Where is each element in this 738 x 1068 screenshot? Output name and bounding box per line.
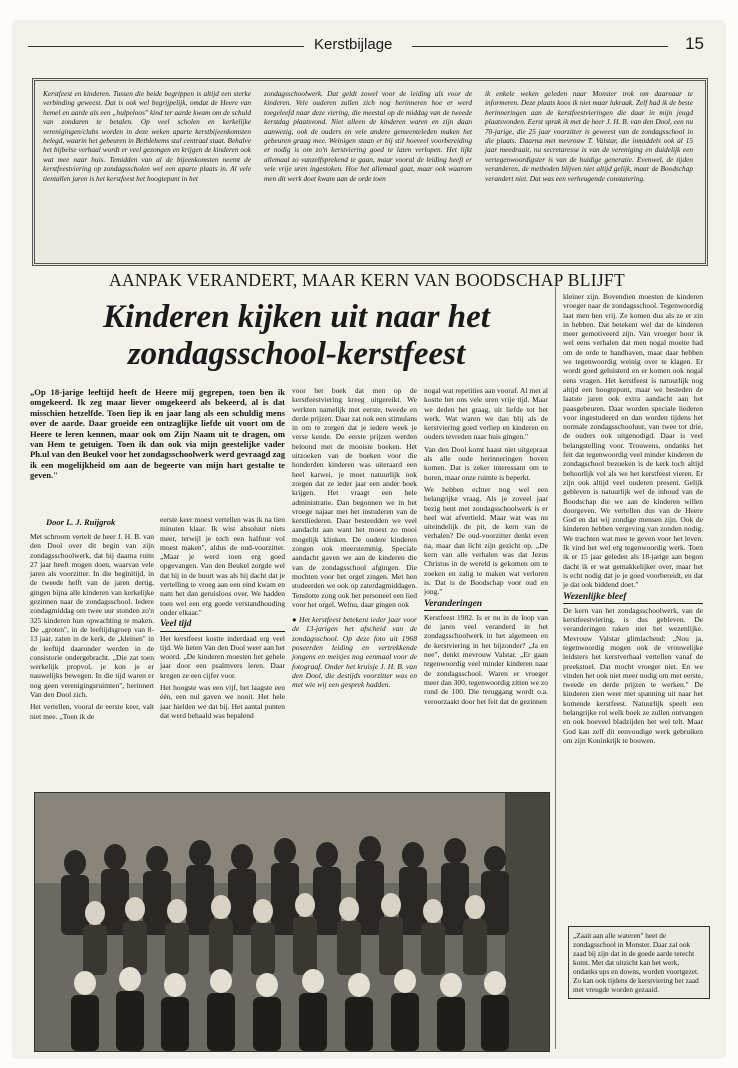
paragraph: We hebben echter nog wel een belangrijke vraag. Als je zoveel jaar bezig bent met zondagsschoolwerk is er heel wat afvertield. Maar wat was nu uiteindelijk de pit, de kern van de verhalen? De oud-voorzitter denkt even na, maar dan licht zijn gezicht op. „De kern van alle verhalen was dat Jezus Christus in de wereld is gekomen om te zoeken en zalig te maken wat verloren is. Dat is de Boodschap voor oud en jong."	[424, 484, 548, 597]
intro-column-1: Kerstfeest en kinderen. Tussen die beide begrippen is altijd een sterke verbinding geweest. Dat is ook wel begrijpelijk, omdat de Heere van hemel en aarde als een „hulpeloos" kind ter aarde kwam om de schuld van zondaren te betalen. Op veel scholen en kerkelijke verenigingen/clubs worden in deze weken aparte kerstbijeenkomsten belegd, waarin het gebeuren in Bethlehems stal centraal staat. Behalve het bijbelse verhaal wordt er veel gezongen en krijgen de kinderen ook wat mee naar huis. Temidden van al de bijeenkomsten neemt de kerstfeestviering op zondagsscholen wel een aparte plaats in. Al vele tientallen jaren is het kerstfeest het hoogtepunt in het	[43, 89, 251, 183]
subheading-veel-tijd: Veel tijd	[160, 620, 285, 631]
article-column-5	[563, 292, 703, 748]
group-photo-illustration	[35, 793, 549, 1051]
article-column-3	[292, 386, 417, 690]
closing-box: „Zaait aan alle wateren" heet de zondagsschool in Monster. Daar zal ook zaad bij zijn dat in de goede aarde terecht komt. Met dat uitzicht kan het werk, ondanks ups en downs, worden voortgezet. Zo kan ook tijdens de kerstviering het zaad met vreugde worden gezaaid.	[568, 926, 710, 999]
section-title: Kerstbijlage	[314, 36, 393, 53]
paragraph: Het hoogste was een vijf, het laagste een één, een nul gaven we nooit. Het hele jaar hielden we dat bij. Het aantal punten dat werd behaald was bepalend	[160, 683, 285, 720]
intro-box	[32, 78, 708, 266]
header-rule-left	[28, 46, 304, 47]
paragraph: Het kerstfeest kostte inderdaad erg veel tijd. We lieten Van den Dool weer aan het woord. „De kinderen moesten het gehele jaar door een psalmvers leren. Daar kregen ze een cijfer voor.	[160, 633, 285, 680]
main-headline	[44, 299, 549, 373]
subheading-wezenlijke-bleef: Wezenlijke bleef	[563, 593, 703, 604]
header-rule-right	[412, 46, 668, 47]
article-column-2	[160, 515, 285, 723]
bullet-icon: ●	[292, 615, 297, 625]
paragraph: Kerstfeest 1982. Is er nu in de loop van de jaren veel veranderd in het zondagsschoolwerk in het algemeen en de kerstviering in het bijzonder? „Ja en nee", denkt mevrouw Valstar. „Er gaan tegenwoordig veel minder kinderen naar de zondagsschool. Waren er vroeger meer dan 300, tegenwoordig zitten we zo rond de 100. Die teruggang wordt o.a. veroorzaakt door het feit dat de gezinnen	[424, 612, 548, 706]
byline: Door L. J. Ruijgrok	[46, 517, 116, 527]
headline-line-2: zondagsschool-kerstfeest	[127, 336, 466, 372]
paragraph: Het vertellen, vooral de eerste keer, valt niet mee. „Toen ik de	[30, 702, 154, 721]
headline-line-1: Kinderen kijken uit naar het	[103, 299, 490, 335]
photo-caption	[292, 615, 417, 689]
subheading-veranderingen: Veranderingen	[424, 600, 548, 611]
newspaper-page	[14, 22, 724, 1057]
group-photo	[34, 792, 550, 1052]
intro-column-3: ik enkele weken geleden naar Monster trok om daarnaar te informeren. Deze plaats koos ik niet maar lukraak. Zelf had ik de beste herinneringen aan de kerstfeestvieringen die daar in mijn jeugd plaatsvonden. Eerst sprak ik met de heer J. H. B. van den Dool, een nu 70-jarige, die 25 jaar voorzitter is geweest van de zondagsschool in die plaats. Daarna met mevrouw T. Valstar, die inmiddels ook al 15 jaar meedraait, nu secretaresse is van de vereniging en duidelijk een vertegenwoordigster is van de huidige generatie. Evenwel, de tijden veranderen, de methoden blijven niet altijd gelijk, maar de Boodschap verandert niet. Dat was een verheugende constatering.	[485, 89, 693, 183]
page-number: 15	[685, 34, 704, 53]
paragraph: nogal wat repetities aan vooraf. Al met al kostte het ons vele uren vrije tijd. Maar we deden het graag, uit liefde tot het werk. Wat waren we dan blij als de kerstviering goed verliep en kinderen en ouders tevreden naar huis gingen."	[424, 386, 548, 442]
lead-paragraph: „Op 18-jarige leeftijd heeft de Heere mij gegrepen, toen ben ik omgekeerd. Ik zeg maar liever omgekeerd als bekeerd, al is dat misschien hetzelfde. Toen liep ik en jaar lang als een schuldig mens over de aarde. Daar groeide een ontzaglijke liefde uit voort om de Heere te leren kennen, maar ook om Zijn Naam uit te dragen, om van Hem te getuigen. Toen ik dan ook via mijn geestelijke vader Ph.ul van den Beukel voor het zondagsschoolwerk werd gevraagd zag ik een mogelijkheid om aan de begeerte van mijn hart gestalte te geven."	[30, 387, 285, 481]
paragraph: Van den Dool komt haast niet uitgepraat als alle oude herinneringen boven komen. Dat is zeker interessant om te horen, maar onze ruimte is beperkt.	[424, 444, 548, 482]
article-column-1	[30, 532, 154, 724]
kicker-headline: AANPAK VERANDERT, MAAR KERN VAN BOODSCHAP BLIJFT	[109, 270, 625, 290]
paragraph: kleiner zijn. Bovendien moesten de kinderen vroeger naar de zondagsschool. Tegenwoordig laat men hen vrij. Ze komen dus als ze er zin in hebben. Dat betekent wel dat de kinderen meer gemotiveerd zijn. Van vroeger hoor ik wel eens verhalen dat men nogal moeite had om de orde te handhaven, maar daar hebben we tegenwoordig weinig over te klagen. Er wordt goed geluisterd en er komen ook nogal eens vragen. Het kerstfeest is natuurlijk nog altijd een hoogtepunt, maar we besteden de laatste jaren ook extra aandacht aan het paasgebeuren. Daar worden speciale liederen voor ingestudeerd en dan worden tijdens het normale zondagsschooluur, van twee tot drie, de ouders ook uitgenodigd. Daar is veel belangstelling voor. Trouwens, ondanks het feit dat tegenwoordig veel minder kinderen de zondagschool bezoeken is de kerk toch altijd behoorlijk vol als we het kerstfeest vieren. Er zijn ook altijd veel ouderen present. Gelijk gebleven is natuurlijk wel de inhoud van de Boodschap die we aan de kinderen willen doorgeven. We vertellen dus van de Heere God en dat wij zondige mensen zijn. Ook de kinderen hebben vergeving van zonden nodig. We trachten wat mee te geven voor het leven. Ik vind het wel erg tegenwoordig werk. Toen ik er 15 jaar geleden als 18-jarige aan begon dacht ik er wat gemakkelijker over, maar het is echt nodig dat je je goed voorbereidt, en dat je dat ook biddend doet."	[563, 292, 703, 590]
paragraph: voor het boek dat men op de kerstfeestviering kreeg uitgereikt. We werkten namelijk met eerste, tweede en derde prijzen. Daar zat ook een stimulans in om te zorgen dat je iedere week je verse kende. De eerste prijzen werden beloond met de mooiste boeken. Het uitzoeken van de boeken voor die honderden kinderen was uiteraard een heel karwei, je moet natuurlijk ook zorgen dat ze ieder jaar een ander boek krijgen. Het vraagt een hele administratie. Dan begonnen we in het vroege najaar met het instuderen van de kerstliederen. Daar besteedden we veel aandacht aan want het moest zo mooi mogelijk klinken. De oudere kinderen zongen ook meerstemmig. Speciale aandacht gaven we aan de kinderen die van de zondagsschool afgingen. Die mochten voor het orgel zingen. Met hen studeerden we ook op zaterdagmiddagen. Tenslotte zong ook het personeel een lied voor het orgel. Welnu, daar gingen ook	[292, 386, 417, 609]
intro-column-2: zondagsschoolwerk. Dat geldt zowel voor de leiding als voor de kinderen. Vele ouderen zullen zich nog herinneren hoe er werd toegeleefd naar deze viering, die meestal op de middag van de tweede kerstdag plaatsvond. Niet alleen de kinderen waren en zijn daan aanwezig, ook de ouders en vele andere gemeenteleden maken het gebeuren graag mee. Weinigen staan er bij stil hoeveel voorbereiding er nodig is om zo'n kerstviering goed te laten verlopen. Het lijkt allemaal zo vanzelfsprekend te gaan, maar vooral de leiding heeft er vele vrije uren ingestoken. Hoe het allemaal gaat, maar ook waarom men dit werk doet kwam aan de orde toen	[264, 89, 472, 183]
paragraph: eerste keer moest vertellen was ik na tien minuten klaar. Ik wist absoluut niets meer, terwijl je toch een halfuur vol moest maken", aldus de oud-voorzitter. „Maar je werd toen erg goed opgevangen. Van den Beukel zorgde wel dat hij in de buurt was als hij dacht dat je vertelling te vroeg aan een eind kwam en nam het dan geruisloos over. We hadden toen wel een erg goede verstandhouding onder elkaar."	[160, 515, 285, 617]
paragraph: Met schroom vertelt de heer J. H. B. van den Dool over dit begin van zijn zondagsschoolwerk, dat hij daarna ruim 27 jaar heeft mogen doen, waarvan vele jaren als voorzitter. In die beginitijd, in de tweede helft van de jaren dertig, gingen bijna alle kinderen van kerkelijke gezinnen naar de zondagsschool. Iedere zondagmiddag om twee uur stonden zo'n 325 kinderen hun opwachting te maken. De „groten", in de leeftijdsgroep van 8-13 jaar, zaten in de kerk, de „kleinen" in de leeftijd daaronder werden in de consistorie ondergebracht. „Die zat toen werkelijk propvol, je kon je er nauwelijks bewegen. In die tijd waren er nog geen verenigingsruimten", herinnert Van den Dool zich.	[30, 532, 154, 700]
article-column-4	[424, 386, 548, 709]
photo-caption-text: Het kerstfeest betekent ieder jaar voor de 13-jarigen het afscheid van de zondagsschool. Op deze foto uit 1968 poseerden leiding en vertrekkende jongens en meisjes nog eenmaal voor de fotograaf. Onder het kruisje J. H. B. van den Dool, die destijds voorzitter was en met wie wij een gesprek hadden.	[292, 615, 417, 690]
paragraph: De kern van het zondagsschoolwerk, van de kerstfeestviering, is dus gebleven. De veranderingen raken niet het wezenlijke. Mevrouw Valstar glimlachend: „Nou ja, tegenwoordig mogen ook de vrouwelijke leidsters het kerstverhaal vertellen vanaf de preekstoel. Dat mocht vroeger niet. En we vinden het ook niet meer nodig om met eerste, tweede en derde prijzen te werken." De kinderen zien weer met spanning uit naar het komende kerstfeest. Natuurlijk speelt een belangrijke rol welk boek ze zullen ontvangen en ook hoeveel bladzijden het wel telt. Maar God kan zelf dit eenvoudige werk gebruiken om zijn Koninkrijk te bouwen.	[563, 605, 703, 745]
